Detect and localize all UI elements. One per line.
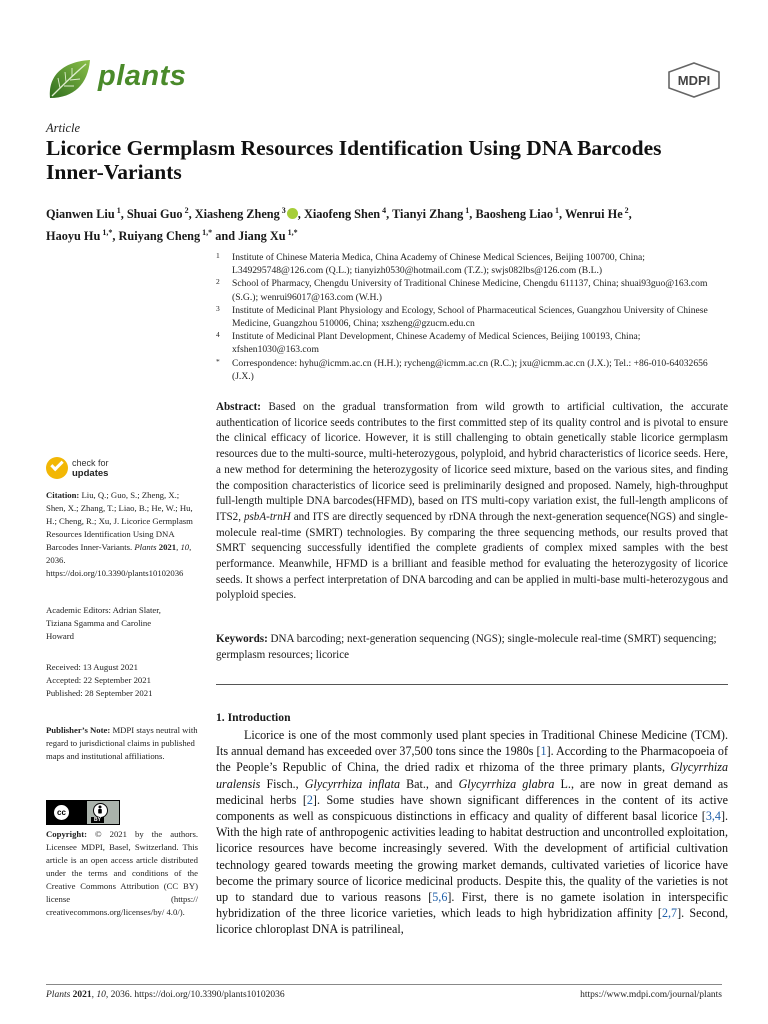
affiliation-number: 2 <box>216 277 220 287</box>
journal-name: plants <box>98 60 187 92</box>
author-name[interactable]: and Jiang Xu <box>212 228 286 243</box>
author-name[interactable]: Tianyi Zhang <box>392 207 464 222</box>
article-type: Article <box>46 121 81 135</box>
citation-link[interactable]: 2,7 <box>661 906 678 921</box>
author-name[interactable]: Haoyu Hu <box>46 228 101 243</box>
author-name[interactable]: Xiasheng Zheng <box>194 207 280 222</box>
orcid-icon[interactable] <box>287 208 298 219</box>
citation-link[interactable]: 3,4 <box>705 809 721 824</box>
cc-by-license-badge[interactable] <box>46 800 120 825</box>
check-updates-line2: updates <box>72 468 109 479</box>
author-affiliation-sup: 1 <box>114 206 121 215</box>
publisher-name: MDPI <box>677 73 711 88</box>
author-affiliation-sup: 1,* <box>200 227 213 237</box>
author-line-2 <box>46 224 736 246</box>
check-for-updates-button[interactable] <box>46 455 146 483</box>
dates <box>46 661 198 700</box>
affiliations <box>216 251 728 383</box>
footer-citation: Plants 2021, 10, 2036. https://doi.org/10.3390/plants10102036 <box>46 990 285 1000</box>
abstract-text: and ITS are directly sequenced by rDNA through the next-generation sequence(NGS) and single-molecule real-time (SMRT) technologies. By comparing the three sequencing methods, our results proved that SMRT sequencing successfully identified the complete gradients of complex mixed samples with the best performance. Meanwhile, HFMD is a brilliant and feasible method for evaluating the heterozygosity of licorice seeds. It shows a perfect interpretation of DNA barcoding and can be applied in multi-base multi-heterozygous and polyploid species. <box>216 510 729 602</box>
author-name[interactable]: Wenrui He <box>564 207 623 222</box>
received-date: Received: 13 August 2021 <box>46 662 138 672</box>
author-separator: , <box>628 207 632 222</box>
footer-doi-link[interactable]: , 2036. https://doi.org/10.3390/plants10102036 <box>105 990 285 1000</box>
publisher-note-label: Publisher’s Note: <box>46 725 111 735</box>
attribution-person-icon <box>93 803 108 818</box>
cc-icon: cc <box>52 803 71 822</box>
author-affiliation-sup: 2 <box>182 206 189 215</box>
check-updates-icon <box>46 457 68 479</box>
citation-box: Citation: Liu, Q.; Guo, S.; Zheng, X.; Shen, X.; Zhang, T.; Liao, B.; He, W.; Hu, H.; Cheng, R.; Xu, J. Licorice Germplasm Resources Identification Using DNA Barcodes Inner-Variants. Plants 2021, 10, 2036. https://doi.org/10.3390/plants10102036 <box>46 490 193 578</box>
affiliation-text: Correspondence: hyhu@icmm.ac.cn (H.H.); rycheng@icmm.ac.cn (R.C.); jxu@icmm.ac.cn (J.X.); Tel.: +86-010-64032656 (J.X.) <box>232 357 708 382</box>
species-name: Glycyrrhiza uralensis <box>216 760 728 791</box>
section-heading: 1. Introduction <box>216 711 291 724</box>
author-separator: , <box>386 207 393 222</box>
affiliation-number: 1 <box>216 251 220 260</box>
accepted-date: Accepted: 22 September 2021 <box>46 675 151 685</box>
affiliation-number: 3 <box>216 303 220 313</box>
citation-link[interactable]: 1 <box>540 744 547 759</box>
abstract-label: Abstract: <box>216 401 261 413</box>
affiliation-number: * <box>216 356 220 366</box>
check-updates-line1: check for <box>72 458 109 468</box>
paragraph: Licorice is one of the most commonly used plant species in Traditional Chinese Medicine (TCM). Its annual demand has exceeded over 37,500 tons since the 1980s [1]. According to the Pharmacopoeia of the People’s Republic of China, the dried radix et rhizoma of the three primary plants, Glycyrrhiza uralensis Fisch., Glycyrrhiza inflata Bat., and Glycyrrhiza glabra L., are now in great demand as medicinal herbs [2]. Some studies have shown significant differences in the content of its active components as well as conspicuous distinctions in efficacy and quality of different basal licorice [3,4]. With the high rate of anthropogenic activities leading to habitat destruction and uncontrolled exploitation, licorice resources have become increasingly severed. With the development of artificial cultivation technology geared towards meeting the growing market demands, cultivated varieties of licorice have become the primary source of licorice medicinal products. Despite this, the quality of the varieties is not up to standard due to various reasons [5,6]. First, there is no gamete isolation in interspecific hybridization of the three licorice varieties, which leads to high hybridization affinity [2,7]. Second, licorice chloroplast DNA is patrilineal, <box>216 728 729 937</box>
author-name[interactable]: Baosheng Liao <box>475 207 553 222</box>
author-separator: , <box>297 207 304 222</box>
author-list <box>46 202 736 245</box>
author-line-1 <box>46 202 736 224</box>
copyright-label: Copyright: <box>46 829 88 839</box>
affiliation-number: 4 <box>216 330 220 340</box>
citation-label: Citation: <box>46 490 80 500</box>
author-name[interactable]: Qianwen Liu <box>46 207 115 222</box>
journal-header <box>46 56 722 106</box>
citation-link[interactable]: 2 <box>306 792 313 807</box>
affiliation-item <box>216 357 728 383</box>
author-affiliation-sup: 1 <box>463 206 470 215</box>
published-date: Published: 28 September 2021 <box>46 688 153 698</box>
affiliation-text: Institute of Medicinal Plant Development, Chinese Academy of Medical Sciences, Beijing 100193, China; xfshen1030@163.com <box>232 331 641 356</box>
author-name[interactable]: , Ruiyang Cheng <box>112 228 201 243</box>
academic-editors: Academic Editors: Adrian Slater, Tiziana Sgamma and Caroline Howard <box>46 605 161 641</box>
species-name: Glycyrrhiza glabra <box>458 776 555 791</box>
citation-doi[interactable]: , 2036. https://doi.org/10.3390/plants10102036 <box>46 542 192 578</box>
citation-link[interactable]: 5,6 <box>432 890 448 905</box>
affiliation-text: School of Pharmacy, Chengdu University of Traditional Chinese Medicine, Chengdu 611137, China; shuai93guo@163.com (S.G.); wenrui96017@163.com (W.H.) <box>232 278 708 303</box>
keywords <box>216 632 728 663</box>
affiliation-text: Institute of Medicinal Plant Physiology and Ecology, School of Pharmaceutical Sciences, Guangzhou University of Chinese Medicine, Guangzhou 510006, China; xszheng@gzucm.edu.cn <box>232 304 708 330</box>
keywords-label: Keywords: <box>216 633 268 645</box>
cc-by-label: BY <box>91 817 104 823</box>
author-name[interactable]: Shuai Guo <box>126 207 183 222</box>
introduction-text <box>216 727 728 938</box>
plants-leaf-icon <box>46 58 92 100</box>
publisher-note: Publisher’s Note: MDPI stays neutral with regard to jurisdictional claims in published maps and institutional affiliations. <box>46 725 198 761</box>
author-separator: , <box>120 207 127 222</box>
author-affiliation-sup: 2 <box>622 206 629 215</box>
author-affiliation-sup: 1,* <box>285 227 298 237</box>
abstract <box>216 400 728 604</box>
affiliation-item <box>216 251 728 277</box>
author-affiliation-sup: 4 <box>380 206 387 215</box>
author-affiliation-sup: 1,* <box>100 227 113 237</box>
author-name[interactable]: Xiaofeng Shen <box>303 207 381 222</box>
affiliation-item <box>216 304 728 330</box>
copyright-notice: Copyright: © 2021 by the authors. Licensee MDPI, Basel, Switzerland. This article is an open access article distributed under the terms and conditions of the Creative Commons Attribution (CC BY) license (https:// creativecommons.org/licenses/by/ 4.0/). <box>46 829 198 917</box>
mdpi-logo-icon <box>666 62 722 98</box>
author-affiliation-sup: 1 <box>553 206 559 215</box>
affiliation-item <box>216 277 728 303</box>
footer-journal-url[interactable]: https://www.mdpi.com/journal/plants <box>580 990 722 1000</box>
author-separator: , <box>559 207 565 222</box>
gene-name: psbA-trnH <box>243 510 291 523</box>
author-separator: , <box>188 207 195 222</box>
abstract-text: Based on the gradual transformation from wild growth to artificial cultivation, the accurate authentication of licorice seeds contributes to the first committed step of its quality control and is pivotal to ensure the clinical efficacy of licorice. However, it is still challenging to obtain genetically stable licorice germplasm resources due to the multi-source, multi-heterozygous, polyploid, and hybrid characteristics of licorice seeds. Here, a new method for determining the heterozygosity of licorice seed mixture, based on the various sites, and finding the composition characteristics of licorice seed is preliminarily designed and proposed. Namely, high-throughput full-length multiple DNA barcodes(HFMD), based on ITS multi-copy variation exist, the full-length amplicons of ITS2, <box>216 401 728 523</box>
species-name: Glycyrrhiza inflata <box>304 776 400 791</box>
section-divider <box>216 684 728 685</box>
affiliation-item <box>216 330 728 356</box>
article-title: Licorice Germplasm Resources Identification Using DNA Barcodes Inner-Variants <box>46 136 662 184</box>
footer-divider <box>46 984 722 985</box>
keywords-text: DNA barcoding; next-generation sequencing (NGS); single-molecule real-time (SMRT) sequencing; germplasm resources; licorice <box>216 633 717 661</box>
author-separator: , <box>469 207 476 222</box>
author-affiliation-sup: 3 <box>279 206 286 215</box>
affiliation-text: Institute of Chinese Materia Medica, China Academy of Chinese Medical Sciences, Beijing 100700, China; L349295748@126.com (Q.L.); tianyizh0530@hotmail.com (T.Z.); swjs082lbs@126.com (B.L.) <box>232 252 645 277</box>
